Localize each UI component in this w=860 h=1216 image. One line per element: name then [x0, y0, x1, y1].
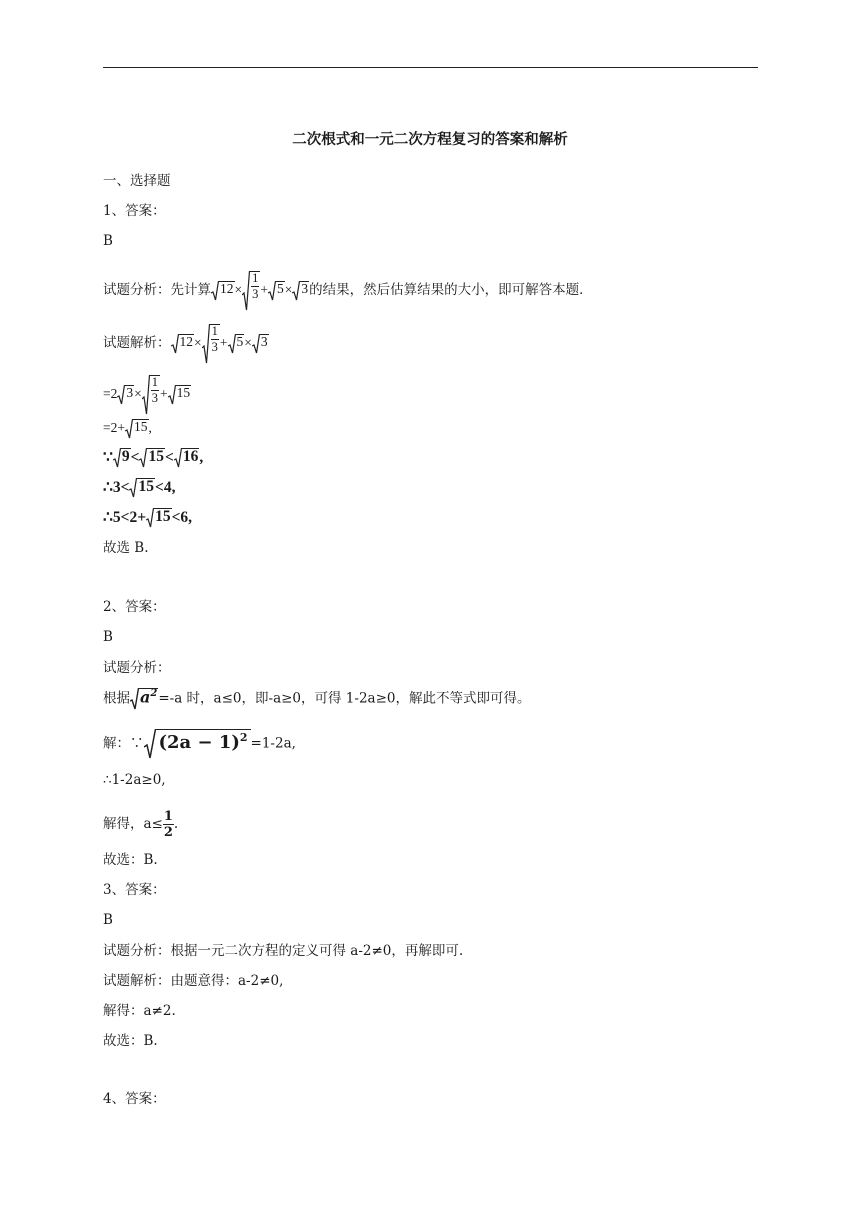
q2-analysis: 试题分析： [103, 660, 171, 676]
q2-basis: 根据 $a^2$ =-a 时，a≤0，即-a≥0，可得 1-2a≥0，解此不等式即可得。 [103, 688, 531, 710]
q3-answer: B [103, 912, 113, 928]
page-title: 二次根式和一元二次方程复习的答案和解析 [292, 131, 568, 148]
section-heading: 一、选择题 [103, 173, 171, 189]
q1-analysis [103, 271, 593, 311]
q1-inequality-3: ∴5<2+ 15 <6, [103, 508, 192, 528]
q2-solution: 解：∵ $(2a - 1)^2$ =1-2a, [103, 729, 296, 759]
q1-step-1: =2 3 × $\frac{1}{3}$ + 15 [103, 375, 191, 415]
q1-solution: 试题解析： 12 × $\frac{1}{3}$ + 5 × 3 [103, 324, 269, 364]
q2-choice: 故选：B. [103, 852, 158, 868]
q2-step: ∴1-2a≥0, [103, 772, 166, 788]
q1-analysis-suffix: 的结果，然后估算结果的大小，即可解答本题． [309, 282, 593, 299]
fraction-one-third: $\frac{1}{3}$ [252, 271, 259, 301]
q1-step-2: =2+ 15 , [103, 418, 152, 439]
q3-analysis: 试题分析：根据一元二次方程的定义可得 a-2≠0，再解即可. [103, 943, 464, 959]
q4-heading: 4、答案： [103, 1091, 166, 1107]
q2-answer: B [103, 629, 113, 645]
q1-inequality-2: ∴3< 15 <4, [103, 478, 175, 498]
fraction-one-half: $\frac{1}{2}$ [163, 809, 173, 840]
q1-analysis-expression: 12 × $\frac{1}{3}$ + 5 × 3 [211, 282, 309, 297]
q3-heading: 3、答案： [103, 882, 166, 898]
q1-answer: B [103, 233, 113, 249]
q3-solution: 试题解析：由题意得：a-2≠0, [103, 973, 284, 989]
header-rule [103, 67, 758, 68]
sqrt-12: 12 [211, 281, 235, 301]
q3-choice: 故选：B. [103, 1033, 158, 1049]
sqrt-2a-minus-1-squared: $(2a - 1)^2$ [144, 729, 251, 759]
q1-inequality-1: ∵ 9 < 15 < 16 , [103, 448, 203, 468]
q1-analysis-prefix: 试题分析：先计算 [103, 282, 211, 299]
q2-heading: 2、答案： [103, 599, 166, 615]
q1-heading: 1、答案： [103, 203, 166, 219]
q3-result: 解得：a≠2. [103, 1003, 176, 1019]
q2-result: 解得，a≤ $\frac{1}{2}$ . [103, 809, 179, 840]
sqrt-5: 5 [268, 281, 285, 301]
q1-choice: 故选 B. [103, 540, 149, 556]
sqrt-one-third [242, 271, 260, 311]
sqrt-a-squared: $a^2$ [130, 688, 158, 710]
sqrt-3: 3 [292, 281, 309, 301]
